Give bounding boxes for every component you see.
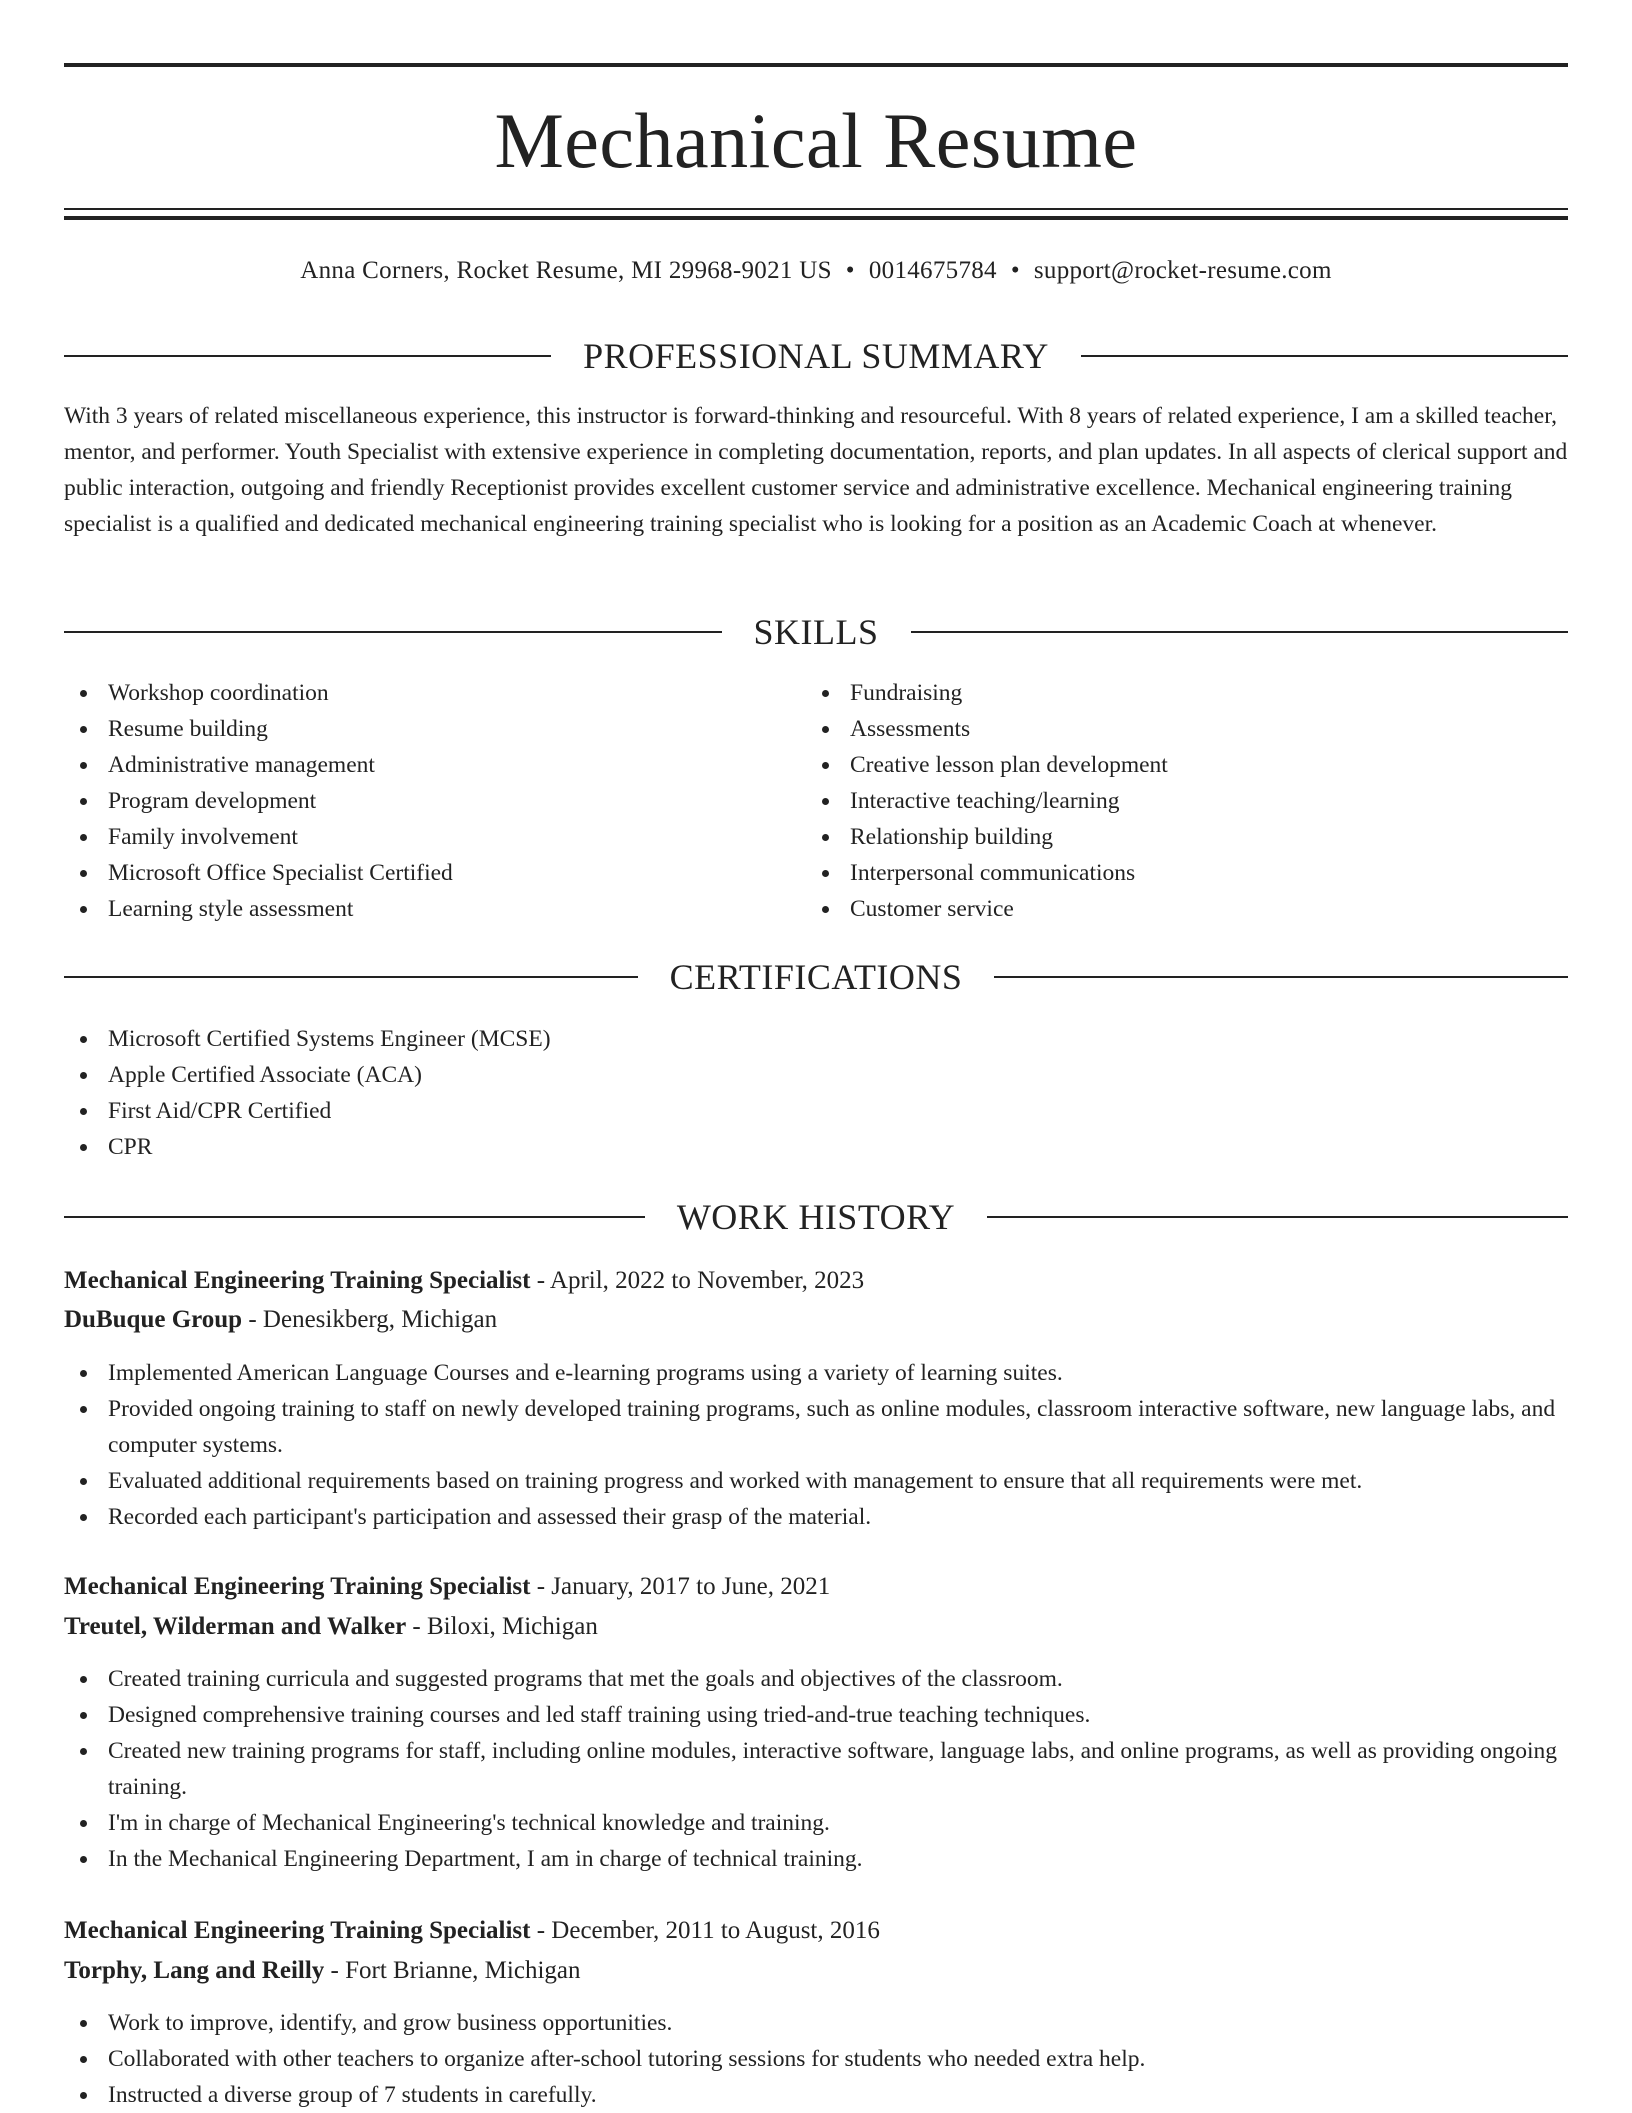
job-bullet-text: Evaluated additional requirements based on training progress and worked with management to ensure that all requirements were met. <box>108 1468 1363 1494</box>
skills-list-right <box>806 675 1546 927</box>
bullet-icon <box>80 1712 87 1719</box>
section-header-certifications <box>64 955 1568 999</box>
bullet-icon <box>80 1676 87 1683</box>
job-bullet-text: In the Mechanical Engineering Department, I am in charge of technical training. <box>108 1846 863 1872</box>
bullet-icon <box>80 834 87 841</box>
skill-text: Interpersonal communications <box>850 860 1136 886</box>
certification-item <box>64 1057 1568 1093</box>
job-bullet <box>64 1733 1568 1805</box>
bullet-icon <box>822 690 829 697</box>
section-rule <box>1081 355 1568 357</box>
contact-separator: • <box>1010 257 1020 284</box>
contact-separator: • <box>845 257 855 284</box>
job-bullets <box>64 1355 1568 1535</box>
bullet-icon <box>80 1370 87 1377</box>
skill-text: Relationship building <box>850 824 1054 850</box>
job-title: Mechanical Engineering Training Specialist <box>64 1917 531 1944</box>
skill-item <box>806 783 1546 819</box>
section-title-work-history: WORK HISTORY <box>676 1197 956 1237</box>
skill-item <box>64 783 804 819</box>
job-bullet <box>64 1499 1568 1535</box>
skills-list-left <box>64 675 804 927</box>
bullet-icon <box>822 870 829 877</box>
job-bullet-text: Created new training programs for staff, including online modules, interactive software, language labs, and online programs, as well as providing ongoing training. <box>108 1738 1558 1800</box>
job-bullet-text: Created training curricula and suggested programs that met the goals and objectives of the classroom. <box>108 1666 1063 1692</box>
skill-text: Customer service <box>850 896 1014 922</box>
section-rule <box>987 1216 1568 1218</box>
skill-item <box>806 819 1546 855</box>
certification-item <box>64 1021 1568 1057</box>
bullet-icon <box>80 1108 87 1115</box>
job-bullets <box>64 2005 1568 2113</box>
bullet-icon <box>822 726 829 733</box>
contact-line <box>64 254 1568 288</box>
skill-text: Program development <box>108 788 317 814</box>
job-bullet <box>64 1697 1568 1733</box>
certification-text: Microsoft Certified Systems Engineer (MCSE) <box>108 1026 551 1052</box>
bullet-icon <box>80 1144 87 1151</box>
bullet-icon <box>80 2092 87 2099</box>
skill-item <box>806 675 1546 711</box>
bullet-icon <box>822 834 829 841</box>
bullet-icon <box>80 1406 87 1413</box>
job-bullet-text: Instructed a diverse group of 7 students in carefully. <box>108 2082 597 2108</box>
skill-item <box>806 891 1546 927</box>
job-bullet-text: Recorded each participant's participation and assessed their grasp of the material. <box>108 1504 872 1530</box>
job-company-line <box>64 1302 1568 1338</box>
skill-text: Family involvement <box>108 824 298 850</box>
section-title-certifications: CERTIFICATIONS <box>669 957 963 997</box>
bullet-icon <box>80 1856 87 1863</box>
bullet-icon <box>80 1072 87 1079</box>
skill-item <box>64 819 804 855</box>
section-rule <box>64 976 638 978</box>
skill-text: Fundraising <box>850 680 963 706</box>
section-header-skills <box>64 610 1568 654</box>
skill-text: Resume building <box>108 716 268 742</box>
contact-email[interactable]: support@rocket-resume.com <box>1033 257 1332 284</box>
skill-text: Interactive teaching/learning <box>850 788 1120 814</box>
certification-text: Apple Certified Associate (ACA) <box>108 1062 422 1088</box>
job-dates: - December, 2011 to August, 2016 <box>530 1917 880 1944</box>
section-header-summary <box>64 334 1568 378</box>
job-bullet <box>64 1463 1568 1499</box>
bullet-icon <box>822 906 829 913</box>
section-rule <box>64 1216 645 1218</box>
bullet-icon <box>80 690 87 697</box>
job-bullet-text: Work to improve, identify, and grow business opportunities. <box>108 2010 673 2036</box>
skill-item <box>64 747 804 783</box>
bullet-icon <box>80 1036 87 1043</box>
bullet-icon <box>80 2020 87 2027</box>
skill-item <box>64 675 804 711</box>
bullet-icon <box>80 1478 87 1485</box>
job-bullet <box>64 1391 1568 1463</box>
job-bullet <box>64 1841 1568 1877</box>
job-location: - Fort Brianne, Michigan <box>324 1957 581 1984</box>
skill-text: Learning style assessment <box>108 896 354 922</box>
job-bullets <box>64 1661 1568 1877</box>
job-bullet <box>64 1805 1568 1841</box>
job-company: Treutel, Wilderman and Walker <box>64 1613 407 1640</box>
top-rule <box>64 63 1568 67</box>
skill-text: Workshop coordination <box>108 680 329 706</box>
skill-item <box>64 711 804 747</box>
job-bullet <box>64 2005 1568 2041</box>
job-company: Torphy, Lang and Reilly <box>64 1957 325 1984</box>
job-title-line <box>64 1263 1568 1299</box>
section-title-skills: SKILLS <box>753 612 879 652</box>
resume-title: Mechanical Resume <box>494 97 1138 184</box>
job-bullet <box>64 2041 1568 2077</box>
job-bullet-text: Implemented American Language Courses and e-learning programs using a variety of learning suites. <box>108 1360 1063 1386</box>
contact-phone: 0014675784 <box>868 257 997 284</box>
job-bullet <box>64 1661 1568 1697</box>
job-company-line <box>64 1953 1568 1989</box>
section-rule <box>64 355 551 357</box>
job-location: - Denesikberg, Michigan <box>242 1306 498 1333</box>
skill-item <box>64 891 804 927</box>
bullet-icon <box>80 1820 87 1827</box>
title-double-rule <box>64 208 1568 220</box>
bullet-icon <box>822 798 829 805</box>
certification-text: CPR <box>108 1134 153 1160</box>
section-rule <box>994 976 1568 978</box>
certification-item <box>64 1129 1568 1165</box>
bullet-icon <box>80 1514 87 1521</box>
job-bullet-text: Provided ongoing training to staff on newly developed training programs, such as online modules, classroom interactive software, new language labs, and computer systems. <box>108 1396 1556 1458</box>
skill-item <box>806 855 1546 891</box>
section-header-work-history <box>64 1195 1568 1239</box>
bullet-icon <box>80 762 87 769</box>
skill-text: Assessments <box>850 716 971 742</box>
skill-text: Administrative management <box>108 752 375 778</box>
skill-text: Microsoft Office Specialist Certified <box>108 860 453 886</box>
bullet-icon <box>80 2056 87 2063</box>
job-title-line <box>64 1569 1568 1605</box>
job-bullet <box>64 1355 1568 1391</box>
section-rule <box>911 631 1569 633</box>
bullet-icon <box>822 762 829 769</box>
skill-item <box>806 711 1546 747</box>
job-title: Mechanical Engineering Training Specialist <box>64 1573 531 1600</box>
bullet-icon <box>80 726 87 733</box>
job-bullet-text: Designed comprehensive training courses and led staff training using tried-and-true teaching techniques. <box>108 1702 1091 1728</box>
job-dates: - January, 2017 to June, 2021 <box>530 1573 831 1600</box>
certifications-list <box>64 1021 1568 1165</box>
skill-item <box>806 747 1546 783</box>
job-company: DuBuque Group <box>64 1306 243 1333</box>
job-bullet-text: I'm in charge of Mechanical Engineering's technical knowledge and training. <box>108 1810 830 1836</box>
job-bullet <box>64 2077 1568 2113</box>
bullet-icon <box>80 870 87 877</box>
job-bullet-text: Collaborated with other teachers to organize after-school tutoring sessions for students who needed extra help. <box>108 2046 1146 2072</box>
bullet-icon <box>80 906 87 913</box>
section-title-summary: PROFESSIONAL SUMMARY <box>583 336 1049 376</box>
certification-item <box>64 1093 1568 1129</box>
skill-item <box>64 855 804 891</box>
certification-text: First Aid/CPR Certified <box>108 1098 332 1124</box>
job-title: Mechanical Engineering Training Specialist <box>64 1267 531 1294</box>
summary-text: With 3 years of related miscellaneous experience, this instructor is forward-thinking and resourceful. With 8 years of related experience, I am a skilled teacher, mentor, and performer. Youth Specialist with extensive experience in completing documentation, reports, and plan updates. In all aspects of clerical support and public interaction, outgoing and friendly Receptionist provides excellent customer service and administrative excellence. Mechanical engineering training specialist is a qualified and dedicated mechanical engineering training specialist who is looking for a position as an Academic Coach at whenever. <box>64 403 1568 537</box>
job-title-line <box>64 1913 1568 1949</box>
job-dates: - April, 2022 to November, 2023 <box>530 1267 865 1294</box>
section-rule <box>64 631 722 633</box>
job-location: - Biloxi, Michigan <box>406 1613 598 1640</box>
skill-text: Creative lesson plan development <box>850 752 1168 778</box>
bullet-icon <box>80 1748 87 1755</box>
bullet-icon <box>80 798 87 805</box>
job-company-line <box>64 1609 1568 1645</box>
contact-address: Anna Corners, Rocket Resume, MI 29968-9021 US <box>300 257 832 284</box>
